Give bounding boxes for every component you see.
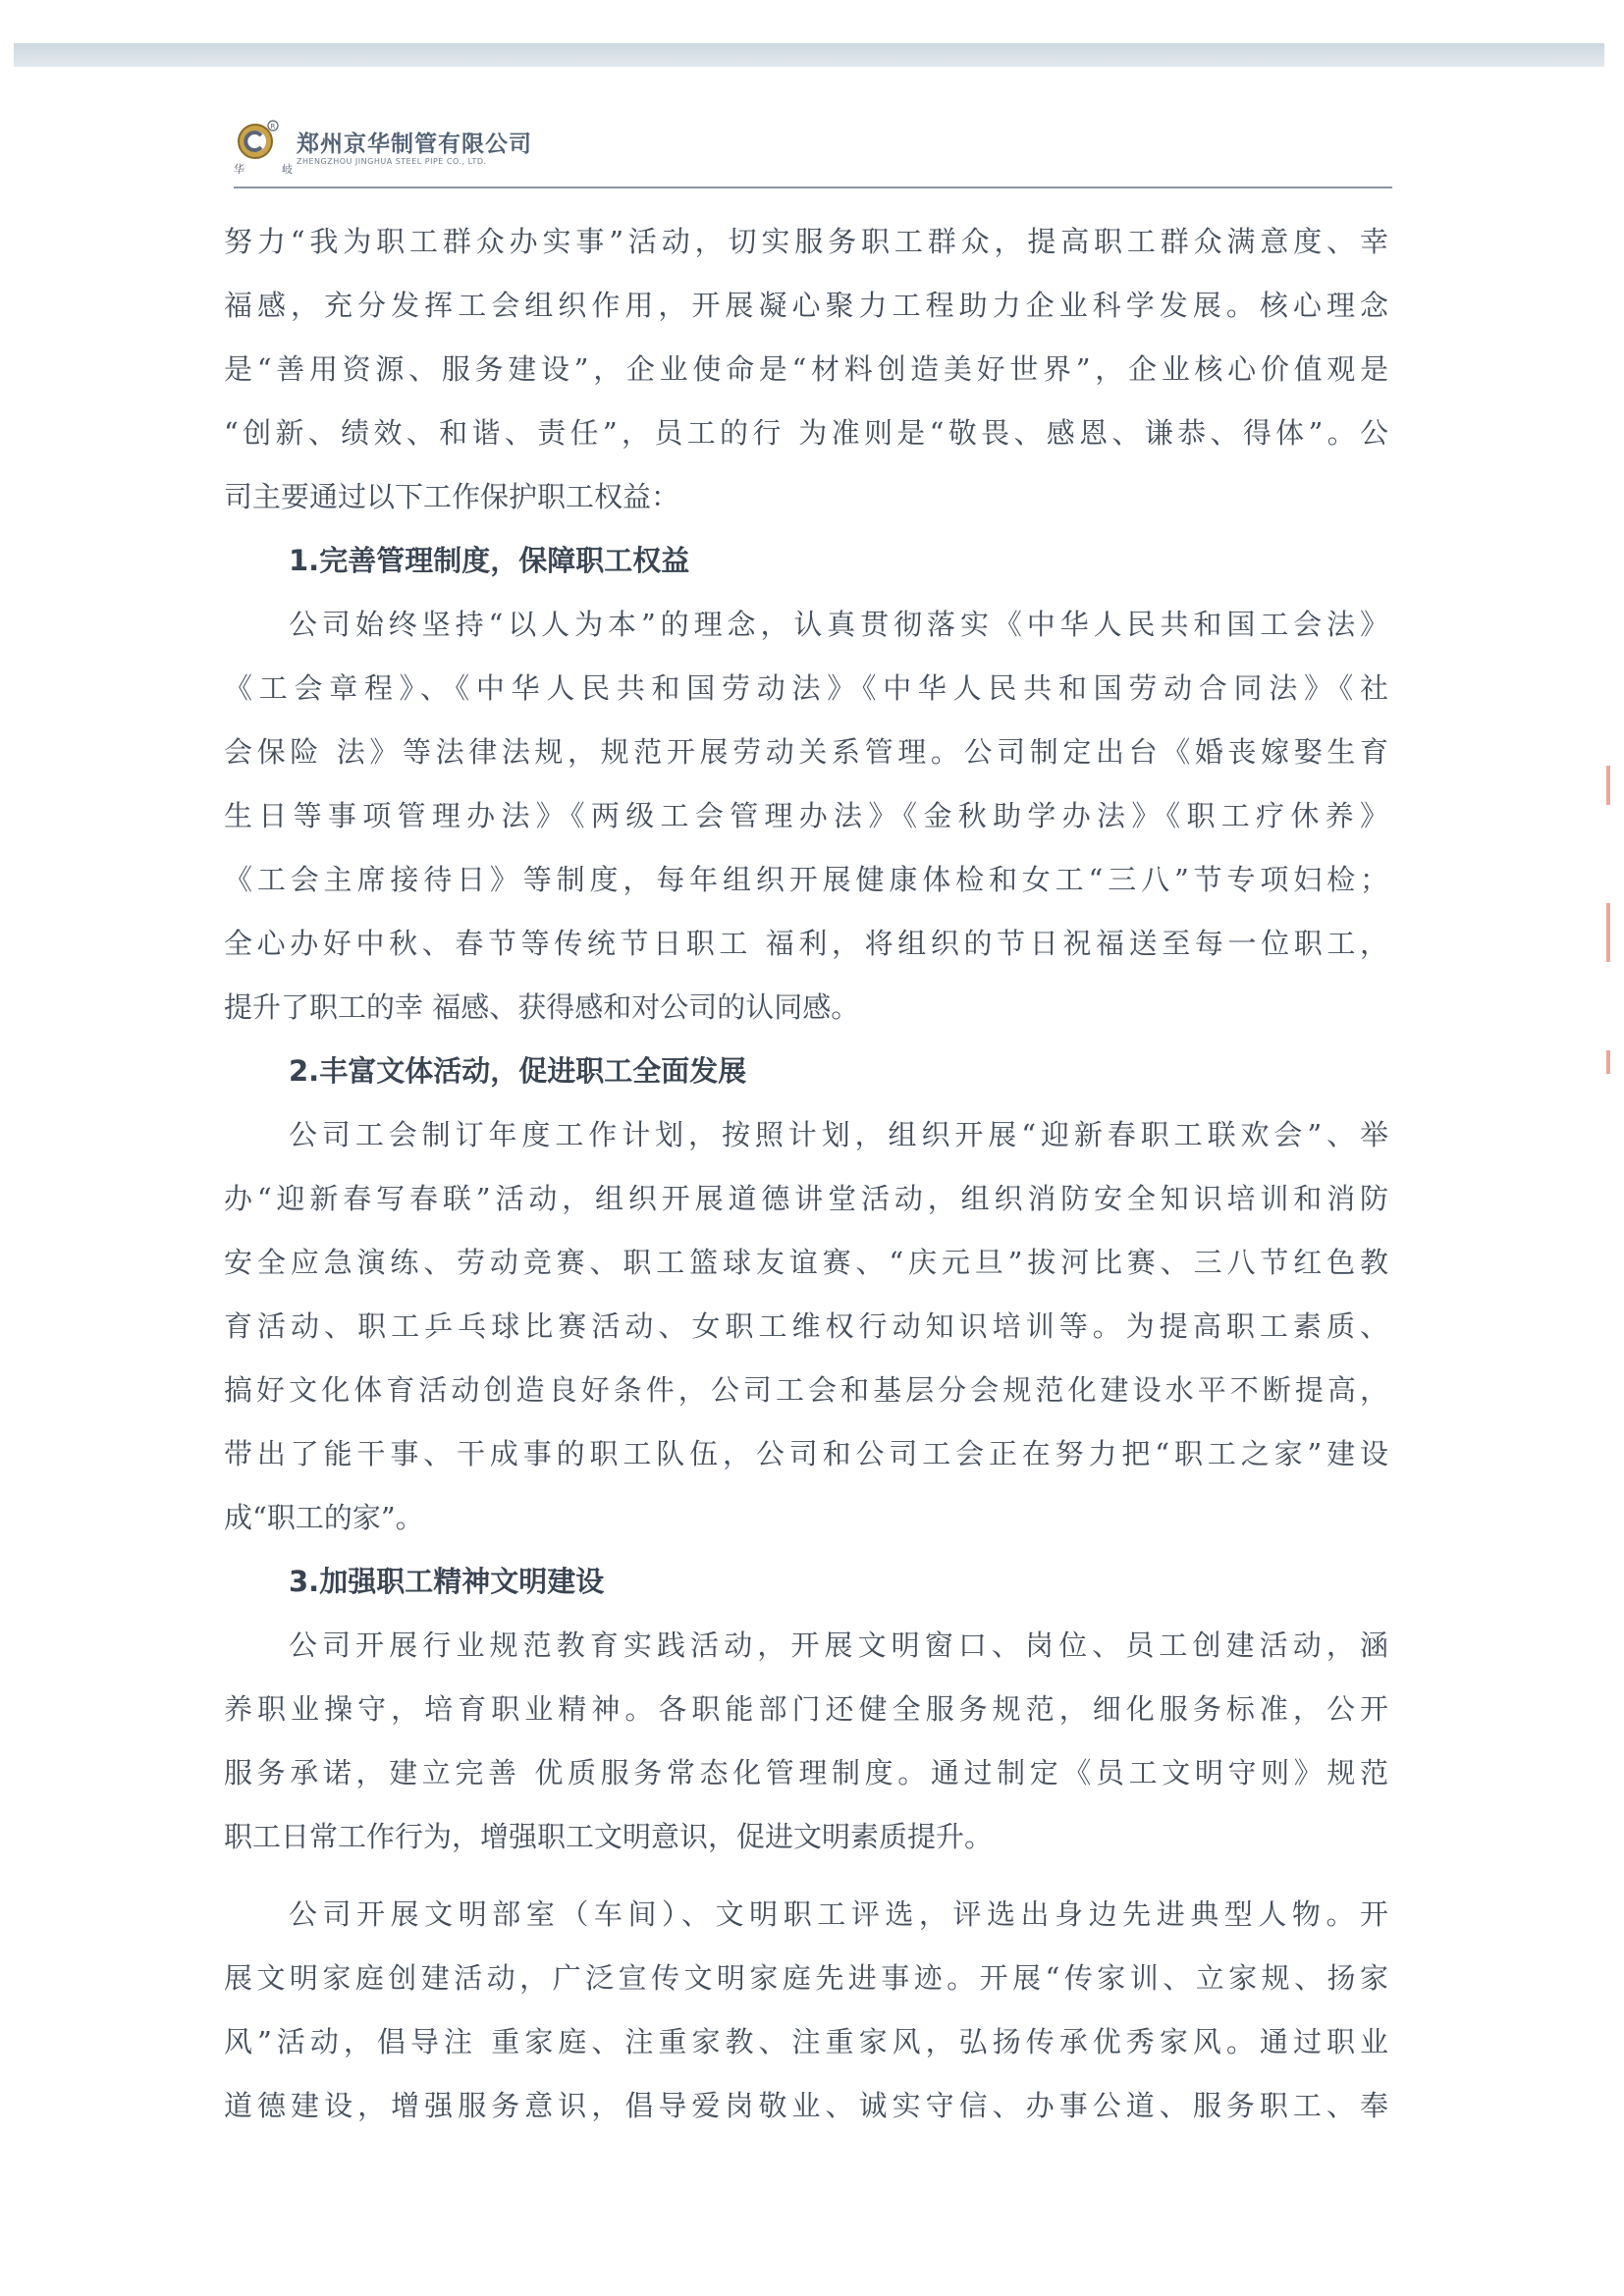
text-line: 养职业操守，培育职业精神。各职能部门还健全服务规范，细化服务标准，公开 — [224, 1692, 1388, 1726]
text-line: 搞好文化体育活动创造良好条件，公司工会和基层分会规范化建设水平不断提高， — [224, 1373, 1388, 1407]
section-heading-1: 1.完善管理制度，保障职工权益 — [289, 544, 690, 577]
text-line: 公司开展行业规范教育实践活动，开展文明窗口、岗位、员工创建活动，涵 — [289, 1629, 1388, 1662]
logo-sub-right: 岐 — [282, 163, 293, 176]
text-line: 努力“我为职工群众办实事”活动，切实服务职工群众，提高职工群众满意度、幸 — [224, 225, 1388, 258]
text-line: 福感，充分发挥工会组织作用，开展凝心聚力工程助力企业科学发展。核心理念 — [224, 289, 1388, 322]
scan-edge-mark — [1606, 1050, 1610, 1074]
logo-sub-left: 华 — [234, 163, 244, 176]
text-line: 生日等事项管理办法》《两级工会管理办法》《金秋助学办法》《职工疗休养》 — [224, 799, 1388, 832]
text-line: 《工会主席接待日》等制度，每年组织开展健康体检和女工“三八”节专项妇检； — [224, 863, 1388, 896]
text-line: 职工日常工作行为，增强职工文明意识，促进文明素质提升。 — [224, 1820, 994, 1853]
logo-subtext — [234, 161, 293, 177]
scan-edge-mark — [1606, 766, 1610, 805]
text-line: 公司工会制订年度工作计划，按照计划，组织开展“迎新春职工联欢会”、举 — [289, 1118, 1388, 1151]
company-name-en: ZHENGZHOU JINGHUA STEEL PIPE CO., LTD. — [297, 157, 487, 166]
text-line: 全心办好中秋、春节等传统节日职工 福利，将组织的节日祝福送至每一位职工， — [224, 927, 1388, 960]
scan-artifact-band — [14, 43, 1604, 67]
text-line: 《工会章程》、《中华人民共和国劳动法》《中华人民共和国劳动合同法》《社 — [224, 671, 1388, 705]
scan-edge-mark — [1606, 903, 1610, 962]
text-line: 办“迎新春写春联”活动，组织开展道德讲堂活动，组织消防安全知识培训和消防 — [224, 1182, 1388, 1215]
text-line: 育活动、职工乒乓球比赛活动、女职工维权行动知识培训等。为提高职工素质、 — [224, 1309, 1388, 1343]
section-heading-3: 3.加强职工精神文明建设 — [289, 1565, 605, 1598]
text-line: 公司始终坚持“以人为本”的理念，认真贯彻落实《中华人民共和国工会法》 — [289, 608, 1388, 641]
text-line: 会保险 法》等法律法规，规范开展劳动关系管理。公司制定出台《婚丧嫁娶生育 — [224, 735, 1388, 769]
text-line: 风”活动，倡导注 重家庭、注重家教、注重家风，弘扬传承优秀家风。通过职业 — [224, 2025, 1388, 2058]
text-line: 成“职工的家”。 — [224, 1501, 424, 1534]
svg-text:R: R — [270, 123, 276, 131]
text-line: 带出了能干事、干成事的职工队伍，公司和公司工会正在努力把“职工之家”建设 — [224, 1437, 1388, 1470]
company-name-cn: 郑州京华制管有限公司 — [297, 132, 532, 157]
letterhead — [234, 118, 1392, 188]
text-line: 是“善用资源、服务建设”，企业使命是“材料创造美好世界”，企业核心价值观是 — [224, 352, 1388, 386]
text-line: 展文明家庭创建活动，广泛宣传文明家庭先进事迹。开展“传家训、立家规、扬家 — [224, 1961, 1388, 1995]
text-line: 公司开展文明部室（车间）、文明职工评选，评选出身边先进典型人物。开 — [289, 1897, 1388, 1931]
text-line: 安全应急演练、劳动竞赛、职工篮球友谊赛、“庆元旦”拔河比赛、三八节红色教 — [224, 1246, 1388, 1279]
text-line: 司主要通过以下工作保护职工权益： — [224, 480, 680, 513]
text-line: 道德建设，增强服务意识，倡导爱岗敬业、诚实守信、办事公道、服务职工、奉 — [224, 2089, 1388, 2122]
document-body — [224, 210, 1388, 2138]
text-line: 提升了职工的幸 福感、获得感和对公司的认同感。 — [224, 990, 860, 1024]
section-heading-2: 2.丰富文体活动，促进职工全面发展 — [289, 1054, 747, 1088]
text-line: “创新、绩效、和谐、责任”，员工的行 为准则是“敬畏、感恩、谦恭、得体”。公 — [224, 416, 1388, 450]
text-line: 服务承诺，建立完善 优质服务常态化管理制度。通过制定《员工文明守则》规范 — [224, 1756, 1388, 1789]
